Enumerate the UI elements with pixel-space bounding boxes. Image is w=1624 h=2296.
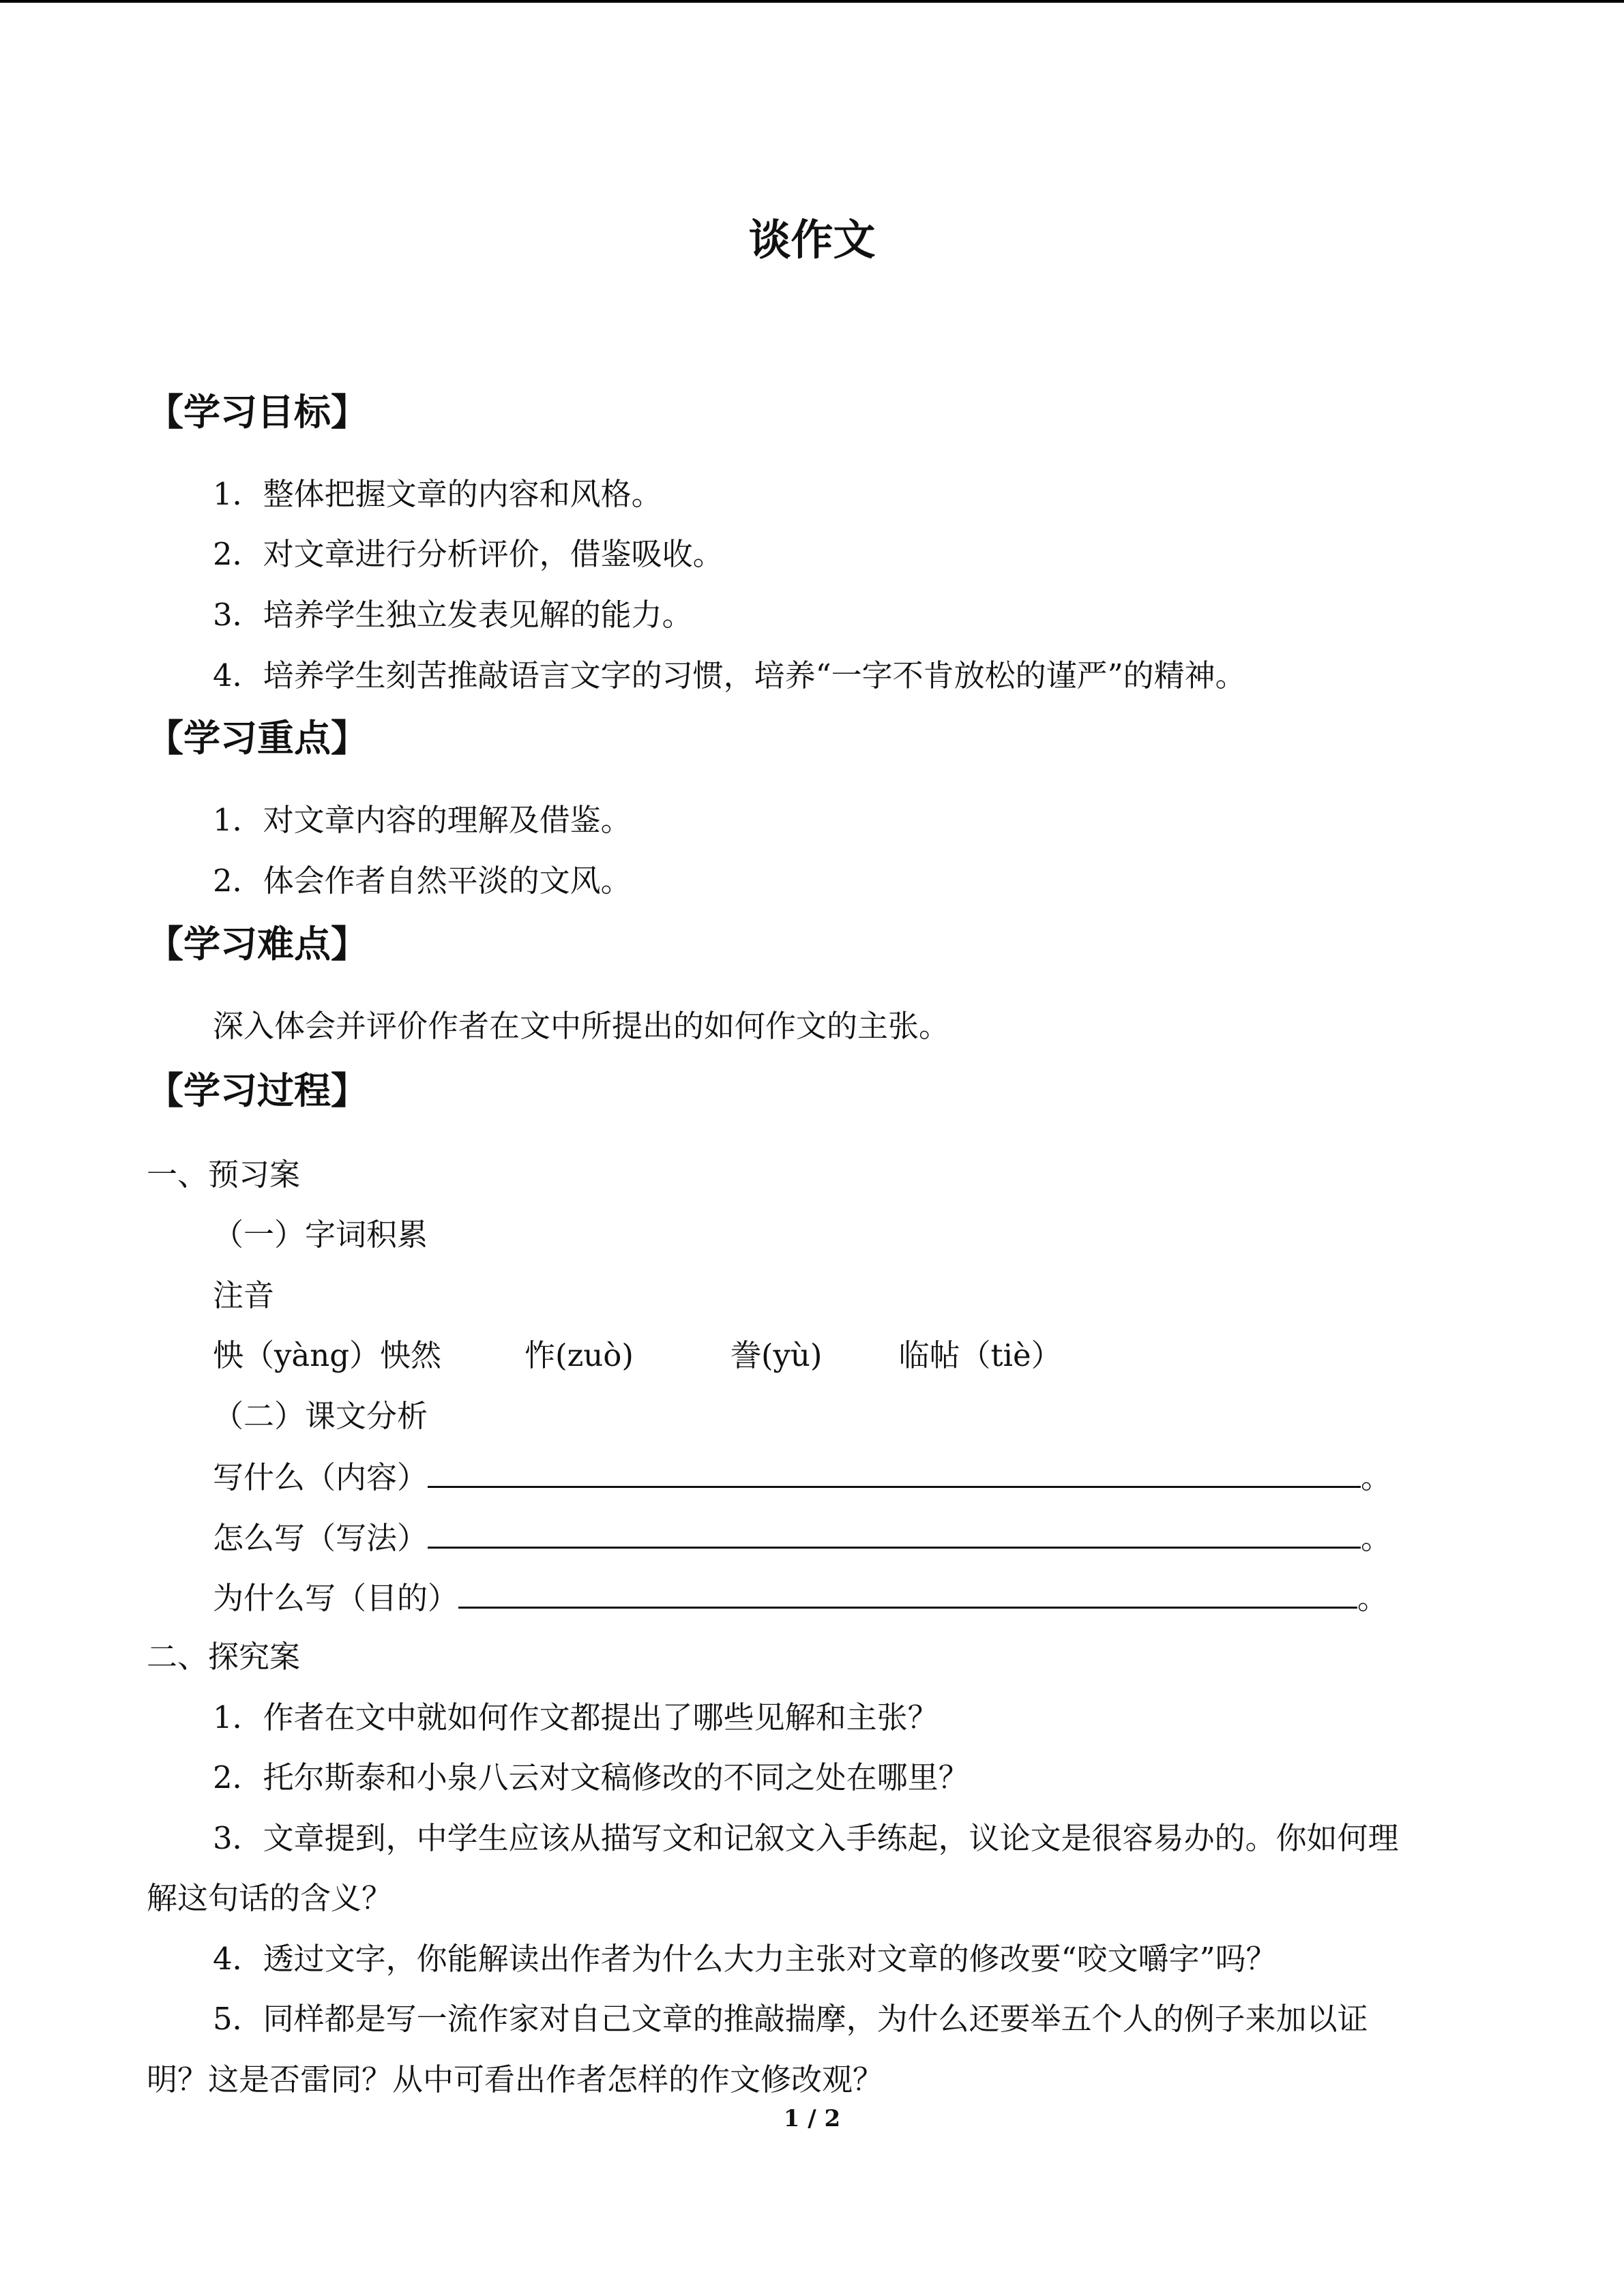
analysis-row-content <box>213 1456 1391 1498</box>
analysis-row-label: 为什么写（目的） <box>213 1580 459 1616</box>
key-point-item: 1．对文章内容的理解及借鉴。 <box>213 802 632 838</box>
goal-item: 4．培养学生刻苦推敲语言文字的习惯，培养“一字不肯放松的谨严”的精神。 <box>213 657 1246 694</box>
inquiry-question-cont: 明？这是否雷同？从中可看出作者怎样的作文修改观？ <box>147 2061 884 2098</box>
goal-item: 1．整体把握文章的内容和风格。 <box>213 476 662 512</box>
phonetic-words <box>213 1335 1062 1376</box>
page-number: 1 / 2 <box>783 2105 841 2132</box>
heading-key-points: 【学习重点】 <box>147 717 368 760</box>
preview-label: 一、预习案 <box>147 1157 301 1193</box>
word-item: 临帖（tiè） <box>898 1337 1062 1373</box>
page-title: 谈作文 <box>748 215 876 265</box>
word-item: 怍(zuò) <box>525 1337 634 1373</box>
answer-blank[interactable] <box>458 1577 1357 1609</box>
inquiry-question: 3．文章提到，中学生应该从描写文和记叙文入手练起，议论文是很容易办的。你如何理 <box>213 1820 1399 1856</box>
word-item: 怏（yàng）怏然 <box>213 1337 442 1373</box>
vocab-label: （一）字词积累 <box>213 1217 428 1253</box>
phonetic-label: 注音 <box>213 1277 275 1313</box>
analysis-row-end: 。 <box>1361 1520 1392 1556</box>
inquiry-question: 4．透过文字，你能解读出作者为什么大力主张对文章的修改要“咬文嚼字”吗？ <box>213 1941 1277 1977</box>
word-item: 誊(yù) <box>730 1337 823 1373</box>
inquiry-question-cont: 解这句话的含义？ <box>147 1880 393 1916</box>
analysis-row-method <box>213 1517 1391 1559</box>
analysis-row-end: 。 <box>1357 1580 1389 1616</box>
answer-blank[interactable] <box>428 1456 1361 1488</box>
goal-item: 2．对文章进行分析评价，借鉴吸收。 <box>213 536 724 572</box>
inquiry-question: 2．托尔斯泰和小泉八云对文稿修改的不同之处在哪里？ <box>213 1759 969 1795</box>
inquiry-label: 二、探究案 <box>147 1639 301 1675</box>
analysis-row-label: 怎么写（写法） <box>213 1520 428 1556</box>
analysis-row-label: 写什么（内容） <box>213 1459 428 1495</box>
goal-item: 3．培养学生独立发表见解的能力。 <box>213 597 693 633</box>
key-point-item: 2．体会作者自然平淡的文风。 <box>213 863 632 899</box>
analysis-label: （二）课文分析 <box>213 1398 428 1434</box>
inquiry-question: 1．作者在文中就如何作文都提出了哪些见解和主张？ <box>213 1699 939 1735</box>
difficulty-text: 深入体会并评价作者在文中所提出的如何作文的主张。 <box>213 1008 950 1044</box>
heading-difficulties: 【学习难点】 <box>147 923 368 966</box>
heading-process: 【学习过程】 <box>147 1069 368 1112</box>
analysis-row-purpose <box>213 1577 1388 1619</box>
analysis-row-end: 。 <box>1361 1459 1392 1495</box>
answer-blank[interactable] <box>428 1517 1361 1549</box>
inquiry-question: 5．同样都是写一流作家对自己文章的推敲揣摩，为什么还要举五个人的例子来加以证 <box>213 2001 1368 2037</box>
heading-goals: 【学习目标】 <box>147 391 368 434</box>
